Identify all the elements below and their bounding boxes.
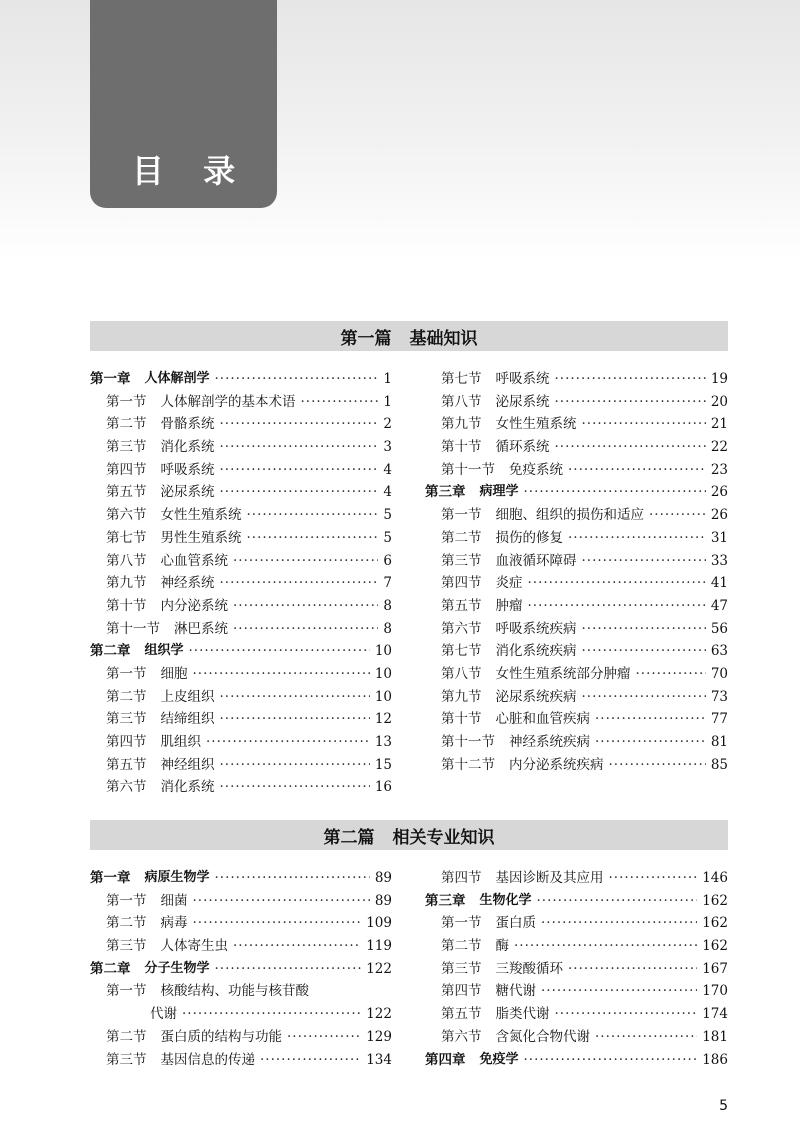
toc-section-entry[interactable] [425, 754, 728, 777]
toc-entry-page: 12 [374, 711, 392, 728]
toc-entry-number: 第八节 [441, 393, 482, 410]
toc-entry-title: 消化系统疾病 [495, 643, 577, 660]
toc-entry-number: 第九节 [106, 575, 147, 592]
toc-entry-number: 第一节 [106, 983, 147, 1000]
part-heading-2 [90, 820, 728, 850]
toc-entry-page: 10 [374, 643, 392, 660]
toc-entry-number: 第十二节 [441, 756, 495, 773]
toc-entry-page: 47 [710, 597, 728, 614]
toc-section-entry[interactable] [90, 1003, 392, 1026]
toc-entry-number: 第四节 [441, 983, 482, 1000]
toc-entry-title: 泌尿系统 [495, 393, 550, 410]
toc-entry-title: 呼吸系统 [160, 461, 215, 478]
dot-leader [287, 1026, 361, 1049]
toc-entry-number: 第一节 [106, 892, 147, 909]
toc-entry-title: 人体寄生虫 [160, 938, 228, 955]
toc-entry-page: 7 [383, 575, 392, 592]
toc-entry-page: 22 [710, 439, 728, 456]
toc-entry-number: 第十节 [441, 711, 482, 728]
toc-entry-page: 122 [366, 1006, 392, 1023]
toc-entry-page: 162 [702, 938, 728, 955]
toc-entry-title: 消化系统 [160, 439, 215, 456]
toc-entry-page: 26 [710, 484, 728, 501]
dot-leader [555, 368, 706, 391]
toc-section-entry[interactable] [90, 550, 392, 573]
toc-entry-page: 81 [710, 734, 728, 750]
toc-entry-title: 消化系统 [160, 779, 215, 796]
dot-leader [555, 436, 706, 459]
dot-leader [220, 754, 370, 777]
toc-entry-page: 181 [702, 1028, 728, 1045]
toc-entry-title: 病毒 [160, 915, 188, 932]
toc-entry-page: 63 [710, 643, 728, 660]
dot-leader [220, 686, 370, 709]
toc-section-entry[interactable] [425, 391, 728, 414]
toc-entry-page: 4 [383, 484, 392, 501]
toc-entry-page: 5 [383, 529, 392, 546]
toc-entry-title: 人体解剖学 [144, 371, 210, 386]
toc-section-entry[interactable] [425, 413, 728, 436]
toc-entry-title: 病原生物学 [144, 870, 210, 885]
dot-leader [220, 413, 379, 436]
dot-leader [189, 640, 370, 663]
toc-entry-page: 186 [702, 1051, 728, 1068]
toc-section-entry[interactable] [425, 663, 728, 686]
toc-entry-page: 33 [710, 552, 728, 569]
toc-section-entry[interactable] [425, 958, 728, 981]
toc-entry-number: 第十节 [106, 597, 147, 614]
toc-entry-number: 第一节 [441, 507, 482, 524]
toc-entry-title: 蛋白质的结构与功能 [160, 1028, 282, 1045]
toc-section-entry[interactable] [90, 935, 392, 958]
dot-leader [233, 935, 361, 958]
toc-section-entry[interactable] [425, 686, 728, 709]
toc-entry-number: 第三节 [106, 439, 147, 456]
dot-leader [636, 663, 706, 686]
dot-leader [528, 595, 706, 618]
toc-entry-number: 第四章 [425, 1051, 466, 1068]
dot-leader [568, 958, 697, 981]
toc-entry-number: 第二节 [441, 529, 482, 546]
toc-entry-title: 心血管系统 [160, 552, 228, 569]
toc-entry-number: 第二章 [90, 960, 131, 977]
toc-entry-page: 10 [374, 688, 392, 705]
toc-section-entry[interactable] [425, 731, 728, 754]
toc-entry-page: 122 [366, 960, 392, 977]
toc-entry-number: 第一节 [441, 915, 482, 932]
toc-entry-page: 23 [710, 461, 728, 478]
toc-entry-number: 第一章 [90, 371, 131, 387]
toc-chapter-entry[interactable] [425, 481, 728, 504]
toc-entry-page: 8 [383, 597, 392, 614]
toc-entry-page: 13 [374, 734, 392, 750]
toc-entry-number: 第一节 [106, 393, 147, 410]
toc-section-entry[interactable] [90, 776, 392, 799]
toc-entry-page: 89 [374, 870, 392, 886]
toc-entry-title: 内分泌系统 [160, 597, 228, 614]
dot-leader [582, 640, 706, 663]
toc-entry-page: 174 [702, 1006, 728, 1023]
toc-entry-page: 85 [710, 756, 728, 773]
dot-leader [220, 436, 379, 459]
toc-section-entry[interactable] [425, 459, 728, 482]
toc-entry-page: 89 [374, 892, 392, 909]
toc-chapter-entry[interactable] [90, 640, 392, 663]
page-number: 5 [719, 1098, 728, 1114]
dot-leader [233, 550, 378, 573]
toc-entry-number: 第二章 [90, 643, 131, 660]
toc-entry-title: 基因信息的传递 [160, 1051, 255, 1068]
toc-chapter-entry[interactable] [425, 1049, 728, 1072]
toc-entry-number: 第二节 [106, 1028, 147, 1045]
toc-entry-number: 第一章 [90, 870, 131, 886]
toc-entry-number: 第五节 [441, 597, 482, 614]
toc-entry-title: 上皮组织 [160, 688, 215, 705]
dot-leader [595, 731, 706, 754]
toc-entry-page: 129 [366, 1028, 392, 1045]
part-number: 第一篇 [340, 328, 392, 349]
dot-leader [541, 912, 697, 935]
toc-column-right [425, 368, 728, 776]
toc-section-entry[interactable] [90, 686, 392, 709]
toc-entry-page: 70 [710, 665, 728, 682]
toc-entry-title: 神经系统 [160, 575, 215, 592]
toc-entry-title: 核酸结构、功能与核苷酸 [160, 983, 309, 1000]
dot-leader [528, 572, 706, 595]
dot-leader [182, 1003, 361, 1026]
toc-entry-number: 第二节 [106, 915, 147, 932]
toc-entry-title: 女性生殖系统 [160, 507, 242, 524]
toc-entry-title: 细胞、组织的损伤和适应 [495, 507, 644, 524]
toc-entry-number: 第三节 [106, 1051, 147, 1068]
dot-leader [193, 663, 370, 686]
toc-entry-page: 20 [710, 393, 728, 410]
toc-entry-page: 6 [383, 552, 392, 569]
toc-entry-number: 第六节 [441, 620, 482, 637]
toc-section-entry[interactable] [90, 708, 392, 731]
toc-chapter-entry[interactable] [425, 890, 728, 913]
toc-entry-number: 第十一节 [441, 734, 495, 750]
toc-entry-title: 组织学 [144, 643, 184, 659]
dot-leader [514, 935, 697, 958]
toc-entry-title: 肿瘤 [495, 597, 523, 614]
toc-entry-title: 内分泌系统疾病 [509, 756, 604, 773]
toc-entry-title: 脂类代谢 [495, 1006, 550, 1023]
toc-entry-number: 第三章 [425, 892, 466, 909]
toc-entry-page: 41 [710, 575, 728, 592]
toc-section-entry[interactable] [425, 504, 728, 527]
toc-entry-page: 56 [710, 620, 728, 637]
toc-entry-title: 女性生殖系统 [495, 416, 577, 433]
dot-leader [193, 890, 370, 913]
toc-section-entry[interactable] [425, 980, 728, 1003]
dot-leader [649, 504, 706, 527]
toc-column-left [90, 867, 392, 1071]
toc-entry-number: 第四节 [106, 461, 147, 478]
toc-entry-number: 第十一节 [441, 461, 495, 478]
toc-section-entry[interactable] [425, 436, 728, 459]
dot-leader [524, 481, 706, 504]
toc-entry-title: 男性生殖系统 [160, 529, 242, 546]
dot-leader [220, 708, 370, 731]
dot-leader [609, 867, 698, 890]
toc-entry-number: 第六节 [106, 779, 147, 796]
toc-section-entry[interactable] [425, 618, 728, 641]
toc-entry-number: 第三章 [425, 484, 466, 501]
toc-entry-number: 第三节 [106, 938, 147, 955]
toc-entry-number: 第四节 [106, 734, 147, 750]
toc-entry-number: 第五节 [441, 1006, 482, 1023]
toc-entry-number: 第十一节 [106, 620, 160, 637]
toc-entry-number: 第六节 [441, 1028, 482, 1045]
toc-entry-title: 免疫学 [479, 1051, 519, 1067]
toc-entry-number: 第二节 [106, 416, 147, 433]
dot-leader [215, 368, 379, 391]
toc-entry-page: 146 [702, 870, 728, 886]
toc-entry-title: 病理学 [479, 484, 519, 500]
dot-leader [193, 912, 362, 935]
toc-section-entry[interactable] [90, 731, 392, 754]
toc-entry-title: 结缔组织 [160, 711, 215, 728]
dot-leader [220, 481, 379, 504]
dot-leader [609, 754, 706, 777]
dot-leader [233, 595, 378, 618]
toc-entry-number: 第七节 [441, 643, 482, 660]
toc-section-entry[interactable] [90, 391, 392, 414]
toc-entry-number: 第九节 [441, 416, 482, 433]
toc-entry-title: 呼吸系统 [495, 371, 550, 387]
dot-leader [220, 459, 379, 482]
toc-section-entry[interactable] [90, 572, 392, 595]
dot-leader [541, 980, 697, 1003]
toc-chapter-entry[interactable] [90, 368, 392, 391]
dot-leader [524, 1049, 698, 1072]
toc-entry-title: 神经系统疾病 [509, 734, 590, 750]
dot-leader [206, 731, 370, 754]
toc-entry-number: 第五节 [106, 484, 147, 501]
toc-chapter-entry[interactable] [90, 867, 392, 890]
toc-entry-title: 血液循环障碍 [495, 552, 577, 569]
toc-entry-title: 细胞 [160, 665, 188, 682]
toc-section-entry[interactable] [425, 595, 728, 618]
toc-column-right [425, 867, 728, 1071]
toc-entry-page: 1 [383, 371, 392, 387]
toc-section-entry[interactable] [90, 1049, 392, 1072]
dot-leader [537, 890, 698, 913]
toc-entry-number: 第五节 [106, 756, 147, 773]
toc-section-entry[interactable] [90, 754, 392, 777]
dot-leader [215, 867, 370, 890]
part-title: 基础知识 [409, 328, 478, 349]
dot-leader [582, 413, 706, 436]
dot-leader [260, 1049, 361, 1072]
toc-entry-title: 蛋白质 [495, 915, 536, 932]
toc-entry-title: 三羧酸循环 [495, 960, 563, 977]
toc-entry-title: 酶 [495, 938, 509, 955]
toc-entry-number: 第二节 [106, 688, 147, 705]
toc-entry-title: 损伤的修复 [495, 529, 563, 546]
toc-entry-page: 77 [710, 711, 728, 728]
dot-leader [555, 1003, 698, 1026]
dot-leader [247, 504, 379, 527]
toc-entry-page: 31 [710, 529, 728, 546]
dot-leader [220, 776, 370, 799]
toc-entry-title: 生物化学 [479, 892, 532, 908]
toc-entry-number: 第一节 [106, 665, 147, 682]
toc-entry-page: 26 [710, 507, 728, 524]
toc-section-entry[interactable] [90, 618, 392, 641]
toc-entry-number: 第三节 [106, 711, 147, 728]
toc-section-entry[interactable] [90, 481, 392, 504]
dot-leader [582, 618, 706, 641]
toc-column-left [90, 368, 392, 799]
toc-entry-page: 3 [383, 439, 392, 456]
toc-entry-page: 170 [702, 983, 728, 1000]
dot-leader [301, 391, 379, 414]
toc-entry-title: 泌尿系统疾病 [495, 688, 577, 705]
dot-leader [215, 958, 362, 981]
dot-leader [595, 708, 706, 731]
toc-entry-title: 炎症 [495, 575, 523, 592]
toc-section-entry[interactable] [90, 595, 392, 618]
toc-entry-title: 分子生物学 [144, 960, 210, 976]
toc-section-entry[interactable] [90, 1026, 392, 1049]
toc-entry-page: 109 [366, 915, 392, 932]
toc-entry-title: 代谢 [150, 1006, 177, 1023]
toc-entry-title: 基因诊断及其应用 [495, 870, 604, 886]
toc-entry-page: 1 [383, 393, 392, 410]
toc-entry-page: 119 [366, 938, 392, 955]
toc-entry-number: 第二节 [441, 938, 482, 955]
toc-entry-number: 第四节 [441, 575, 482, 592]
toc-section-entry[interactable] [90, 504, 392, 527]
toc-entry-title: 细菌 [160, 892, 188, 909]
part-heading-1 [90, 321, 728, 351]
toc-entry-title: 女性生殖系统部分肿瘤 [495, 665, 631, 682]
dot-leader [582, 550, 706, 573]
toc-entry-number: 第十节 [441, 439, 482, 456]
dot-leader [555, 391, 706, 414]
toc-entry-page: 10 [374, 665, 392, 682]
toc-entry-title: 泌尿系统 [160, 484, 215, 501]
toc-section-entry[interactable] [425, 1003, 728, 1026]
toc-section-entry[interactable] [90, 459, 392, 482]
toc-section-entry[interactable] [90, 912, 392, 935]
toc-entry-title: 心脏和血管疾病 [495, 711, 590, 728]
toc-entry-number: 第七节 [441, 371, 482, 387]
toc-section-entry[interactable] [90, 890, 392, 913]
toc-section-entry[interactable] [90, 527, 392, 550]
toc-entry-page: 5 [383, 507, 392, 524]
toc-section-entry[interactable] [90, 980, 392, 1003]
toc-entry-number: 第七节 [106, 529, 147, 546]
toc-section-entry[interactable] [425, 1026, 728, 1049]
toc-entry-page: 167 [702, 960, 728, 977]
toc-section-entry[interactable] [425, 640, 728, 663]
toc-entry-page: 2 [383, 416, 392, 433]
part-title: 相关专业知识 [392, 827, 495, 848]
toc-section-entry[interactable] [90, 436, 392, 459]
toc-entry-title: 循环系统 [495, 439, 550, 456]
toc-section-entry[interactable] [425, 550, 728, 573]
title-tab [90, 0, 277, 208]
toc-entry-title: 呼吸系统疾病 [495, 620, 577, 637]
toc-entry-page: 4 [383, 461, 392, 478]
dot-leader [595, 1026, 697, 1049]
toc-entry-page: 15 [374, 756, 392, 773]
toc-entry-title: 神经组织 [160, 756, 215, 773]
toc-entry-page: 19 [710, 371, 728, 387]
toc-entry-page: 73 [710, 688, 728, 705]
toc-entry-page: 8 [383, 620, 392, 637]
toc-entry-title: 肌组织 [160, 734, 201, 750]
toc-entry-title: 糖代谢 [495, 983, 536, 1000]
dot-leader [568, 459, 706, 482]
page-title: 目 录 [131, 152, 250, 190]
dot-leader [582, 686, 706, 709]
toc-section-entry[interactable] [425, 572, 728, 595]
toc-entry-page: 21 [710, 416, 728, 433]
toc-section-entry[interactable] [90, 663, 392, 686]
toc-entry-title: 免疫系统 [509, 461, 563, 478]
toc-entry-page: 16 [374, 779, 392, 796]
toc-entry-page: 162 [702, 915, 728, 932]
toc-entry-number: 第八节 [106, 552, 147, 569]
toc-entry-number: 第三节 [441, 960, 482, 977]
toc-entry-title: 骨骼系统 [160, 416, 215, 433]
dot-leader [233, 618, 378, 641]
toc-entry-title: 人体解剖学的基本术语 [160, 393, 296, 410]
dot-leader [568, 527, 706, 550]
toc-entry-number: 第六节 [106, 507, 147, 524]
toc-entry-title: 淋巴系统 [174, 620, 228, 637]
toc-section-entry[interactable] [425, 708, 728, 731]
part-number: 第二篇 [323, 827, 375, 848]
toc-entry-number: 第九节 [441, 688, 482, 705]
toc-entry-page: 162 [702, 892, 728, 909]
dot-leader [247, 527, 379, 550]
toc-entry-number: 第三节 [441, 552, 482, 569]
dot-leader [220, 572, 379, 595]
toc-chapter-entry[interactable] [90, 958, 392, 981]
toc-section-entry[interactable] [425, 368, 728, 391]
toc-section-entry[interactable] [425, 912, 728, 935]
toc-section-entry[interactable] [425, 527, 728, 550]
toc-entry-title: 含氮化合物代谢 [495, 1028, 590, 1045]
toc-section-entry[interactable] [425, 867, 728, 890]
toc-entry-number: 第四节 [441, 870, 482, 886]
toc-entry-page: 134 [366, 1051, 392, 1068]
toc-section-entry[interactable] [90, 413, 392, 436]
toc-section-entry[interactable] [425, 935, 728, 958]
toc-entry-number: 第八节 [441, 665, 482, 682]
